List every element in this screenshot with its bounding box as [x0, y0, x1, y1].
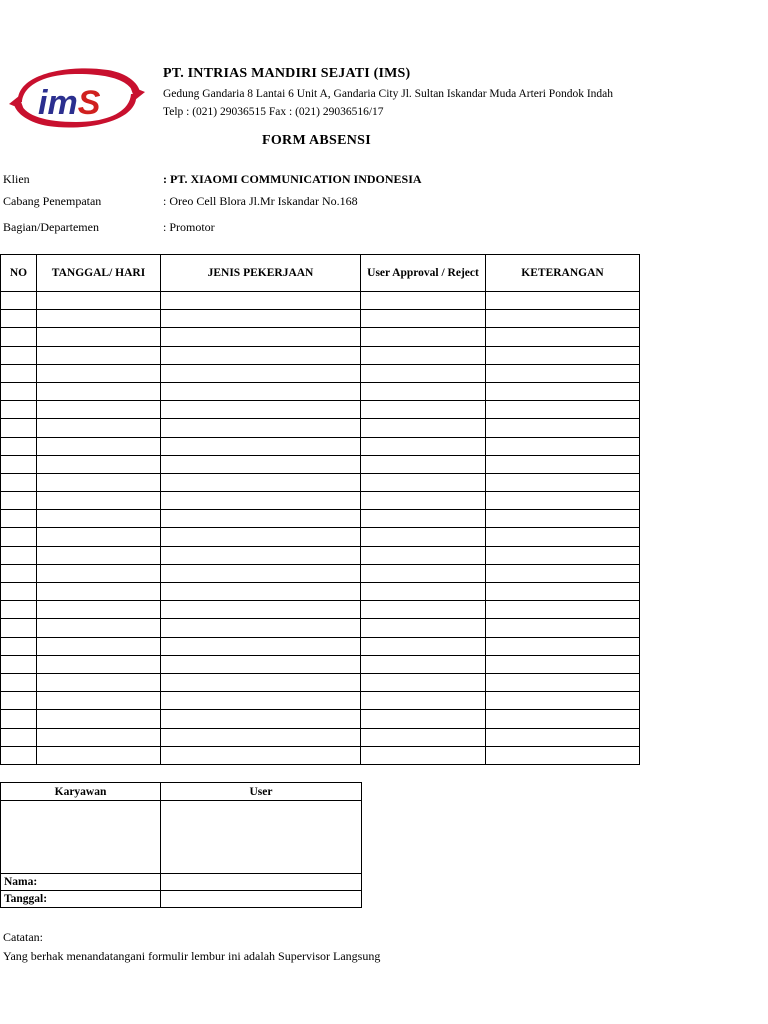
- table-cell[interactable]: [361, 637, 486, 655]
- table-cell[interactable]: [1, 655, 37, 673]
- table-cell[interactable]: [486, 510, 640, 528]
- table-cell[interactable]: [486, 455, 640, 473]
- table-cell[interactable]: [361, 510, 486, 528]
- table-cell[interactable]: [361, 673, 486, 691]
- table-cell[interactable]: [37, 728, 161, 746]
- table-cell[interactable]: [361, 619, 486, 637]
- table-cell[interactable]: [37, 746, 161, 764]
- klien-label: Klien: [3, 172, 30, 186]
- table-cell[interactable]: [161, 583, 361, 601]
- table-row: [1, 328, 640, 346]
- table-cell[interactable]: [161, 746, 361, 764]
- table-cell[interactable]: [361, 328, 486, 346]
- table-row: [1, 401, 640, 419]
- table-cell[interactable]: [361, 564, 486, 582]
- table-cell[interactable]: [361, 692, 486, 710]
- table-cell[interactable]: [161, 473, 361, 491]
- header-no: NO: [1, 255, 37, 292]
- user-tanggal-cell[interactable]: [161, 891, 362, 908]
- table-cell[interactable]: [486, 310, 640, 328]
- table-cell[interactable]: [161, 546, 361, 564]
- table-cell[interactable]: [1, 583, 37, 601]
- header-user: User: [161, 783, 362, 801]
- table-cell[interactable]: [37, 437, 161, 455]
- table-cell[interactable]: [37, 364, 161, 382]
- table-row: [1, 583, 640, 601]
- table-row: [1, 310, 640, 328]
- table-cell[interactable]: [1, 637, 37, 655]
- table-cell[interactable]: [486, 528, 640, 546]
- table-cell[interactable]: [486, 546, 640, 564]
- table-cell[interactable]: [486, 364, 640, 382]
- table-cell[interactable]: [161, 401, 361, 419]
- table-cell[interactable]: [37, 492, 161, 510]
- notes-text: Yang berhak menandatangani formulir lembur ini adalah Supervisor Langsung: [3, 949, 381, 963]
- table-cell[interactable]: [486, 473, 640, 491]
- table-row: [1, 419, 640, 437]
- table-cell[interactable]: [1, 364, 37, 382]
- table-cell[interactable]: [161, 328, 361, 346]
- table-cell[interactable]: [161, 637, 361, 655]
- table-cell[interactable]: [37, 655, 161, 673]
- table-cell[interactable]: [486, 419, 640, 437]
- table-cell[interactable]: [161, 437, 361, 455]
- table-cell[interactable]: [486, 437, 640, 455]
- table-cell[interactable]: [37, 601, 161, 619]
- form-title: FORM ABSENSI: [262, 133, 372, 148]
- table-row: [1, 728, 640, 746]
- table-row: [1, 292, 640, 310]
- table-row: [1, 746, 640, 764]
- table-cell[interactable]: [1, 492, 37, 510]
- table-cell[interactable]: [37, 673, 161, 691]
- table-cell[interactable]: [37, 583, 161, 601]
- table-cell[interactable]: [1, 728, 37, 746]
- table-cell[interactable]: [1, 473, 37, 491]
- table-cell[interactable]: [161, 382, 361, 400]
- company-name: PT. INTRIAS MANDIRI SEJATI (IMS): [163, 66, 411, 81]
- table-cell[interactable]: [486, 728, 640, 746]
- table-cell[interactable]: [361, 492, 486, 510]
- table-row: [1, 637, 640, 655]
- table-cell[interactable]: [161, 419, 361, 437]
- table-cell[interactable]: [361, 310, 486, 328]
- table-cell[interactable]: [37, 473, 161, 491]
- bagian-value: : Promotor: [163, 220, 215, 234]
- table-cell[interactable]: [486, 619, 640, 637]
- table-cell[interactable]: [37, 382, 161, 400]
- attendance-header-row: [1, 255, 640, 292]
- table-cell[interactable]: [486, 401, 640, 419]
- table-cell[interactable]: [37, 310, 161, 328]
- table-cell[interactable]: [37, 292, 161, 310]
- table-cell[interactable]: [1, 746, 37, 764]
- table-cell[interactable]: [1, 673, 37, 691]
- table-cell[interactable]: [486, 564, 640, 582]
- table-cell[interactable]: [1, 346, 37, 364]
- table-cell[interactable]: [161, 692, 361, 710]
- table-cell[interactable]: [161, 673, 361, 691]
- table-cell[interactable]: [361, 710, 486, 728]
- table-row: [1, 673, 640, 691]
- table-cell[interactable]: [486, 601, 640, 619]
- table-cell[interactable]: [486, 637, 640, 655]
- table-cell[interactable]: [37, 401, 161, 419]
- table-cell[interactable]: [161, 728, 361, 746]
- karyawan-signature-box[interactable]: [1, 801, 161, 874]
- table-cell[interactable]: [161, 310, 361, 328]
- table-cell[interactable]: [361, 382, 486, 400]
- table-cell[interactable]: [161, 346, 361, 364]
- table-cell[interactable]: [161, 364, 361, 382]
- table-cell[interactable]: [486, 583, 640, 601]
- table-cell[interactable]: [361, 473, 486, 491]
- notes-title: Catatan:: [3, 930, 43, 944]
- header-karyawan: Karyawan: [1, 783, 161, 801]
- table-cell[interactable]: [486, 346, 640, 364]
- logo-text: imS: [38, 84, 101, 122]
- table-cell[interactable]: [486, 746, 640, 764]
- attendance-table: [0, 254, 640, 765]
- company-logo: [8, 62, 146, 134]
- table-row: [1, 601, 640, 619]
- table-cell[interactable]: [486, 710, 640, 728]
- table-cell[interactable]: [161, 510, 361, 528]
- header-tanggal-hari: TANGGAL/ HARI: [37, 255, 161, 292]
- table-cell[interactable]: [161, 619, 361, 637]
- table-cell[interactable]: [1, 310, 37, 328]
- table-cell[interactable]: [361, 528, 486, 546]
- table-cell[interactable]: [1, 710, 37, 728]
- table-cell[interactable]: [486, 328, 640, 346]
- table-cell[interactable]: [37, 619, 161, 637]
- table-cell[interactable]: [361, 655, 486, 673]
- table-row: [1, 619, 640, 637]
- table-cell[interactable]: [361, 437, 486, 455]
- table-cell[interactable]: [161, 292, 361, 310]
- user-signature-box[interactable]: [161, 801, 362, 874]
- table-row: [1, 473, 640, 491]
- table-cell[interactable]: [37, 546, 161, 564]
- table-cell[interactable]: [361, 292, 486, 310]
- table-row: [1, 692, 640, 710]
- table-cell[interactable]: [361, 728, 486, 746]
- table-cell[interactable]: [486, 673, 640, 691]
- table-cell[interactable]: [161, 655, 361, 673]
- table-cell[interactable]: [1, 692, 37, 710]
- table-cell[interactable]: [161, 564, 361, 582]
- table-row: [1, 346, 640, 364]
- table-cell[interactable]: [1, 528, 37, 546]
- tanggal-label: Tanggal:: [1, 891, 161, 908]
- table-cell[interactable]: [161, 455, 361, 473]
- table-cell[interactable]: [161, 528, 361, 546]
- header-user-approval: User Approval / Reject: [361, 255, 486, 292]
- attendance-body: [1, 292, 640, 765]
- table-cell[interactable]: [361, 746, 486, 764]
- table-row: [1, 564, 640, 582]
- table-cell[interactable]: [361, 346, 486, 364]
- table-cell[interactable]: [37, 564, 161, 582]
- table-row: [1, 528, 640, 546]
- cabang-value: : Oreo Cell Blora Jl.Mr Iskandar No.168: [163, 194, 358, 208]
- table-row: [1, 364, 640, 382]
- table-cell[interactable]: [37, 328, 161, 346]
- table-cell[interactable]: [1, 401, 37, 419]
- table-cell[interactable]: [37, 419, 161, 437]
- table-cell[interactable]: [486, 292, 640, 310]
- table-row: [1, 382, 640, 400]
- table-cell[interactable]: [37, 692, 161, 710]
- table-cell[interactable]: [1, 455, 37, 473]
- table-row: [1, 546, 640, 564]
- table-cell[interactable]: [361, 546, 486, 564]
- table-cell[interactable]: [1, 419, 37, 437]
- company-contact: Telp : (021) 29036515 Fax : (021) 29036516/17: [163, 106, 384, 118]
- table-cell[interactable]: [486, 382, 640, 400]
- table-cell[interactable]: [486, 492, 640, 510]
- table-cell[interactable]: [361, 601, 486, 619]
- table-row: [1, 710, 640, 728]
- table-cell[interactable]: [361, 583, 486, 601]
- table-row: [1, 492, 640, 510]
- table-cell[interactable]: [361, 364, 486, 382]
- table-cell[interactable]: [1, 510, 37, 528]
- header-jenis-pekerjaan: JENIS PEKERJAAN: [161, 255, 361, 292]
- table-cell[interactable]: [1, 619, 37, 637]
- table-cell[interactable]: [161, 710, 361, 728]
- table-cell[interactable]: [1, 601, 37, 619]
- table-cell[interactable]: [37, 510, 161, 528]
- table-row: [1, 655, 640, 673]
- cabang-label: Cabang Penempatan: [3, 194, 102, 208]
- table-cell[interactable]: [1, 328, 37, 346]
- signature-table: [0, 782, 362, 908]
- table-cell[interactable]: [161, 601, 361, 619]
- company-address: Gedung Gandaria 8 Lantai 6 Unit A, Gandaria City Jl. Sultan Iskandar Muda Arteri Pondok Indah: [163, 88, 614, 100]
- header-keterangan: KETERANGAN: [486, 255, 640, 292]
- table-cell[interactable]: [1, 564, 37, 582]
- bagian-label: Bagian/Departemen: [3, 220, 99, 234]
- table-row: [1, 437, 640, 455]
- table-row: [1, 455, 640, 473]
- nama-label: Nama:: [1, 874, 161, 891]
- klien-value: : PT. XIAOMI COMMUNICATION INDONESIA: [163, 172, 422, 186]
- table-cell[interactable]: [486, 655, 640, 673]
- table-cell[interactable]: [161, 492, 361, 510]
- table-cell[interactable]: [361, 401, 486, 419]
- table-cell[interactable]: [37, 637, 161, 655]
- table-cell[interactable]: [37, 346, 161, 364]
- table-cell[interactable]: [37, 455, 161, 473]
- table-cell[interactable]: [1, 546, 37, 564]
- table-cell[interactable]: [1, 292, 37, 310]
- user-nama-cell[interactable]: [161, 874, 362, 891]
- table-cell[interactable]: [37, 528, 161, 546]
- table-row: [1, 510, 640, 528]
- table-cell[interactable]: [486, 692, 640, 710]
- table-cell[interactable]: [1, 382, 37, 400]
- table-cell[interactable]: [37, 710, 161, 728]
- table-cell[interactable]: [361, 419, 486, 437]
- table-cell[interactable]: [361, 455, 486, 473]
- table-cell[interactable]: [1, 437, 37, 455]
